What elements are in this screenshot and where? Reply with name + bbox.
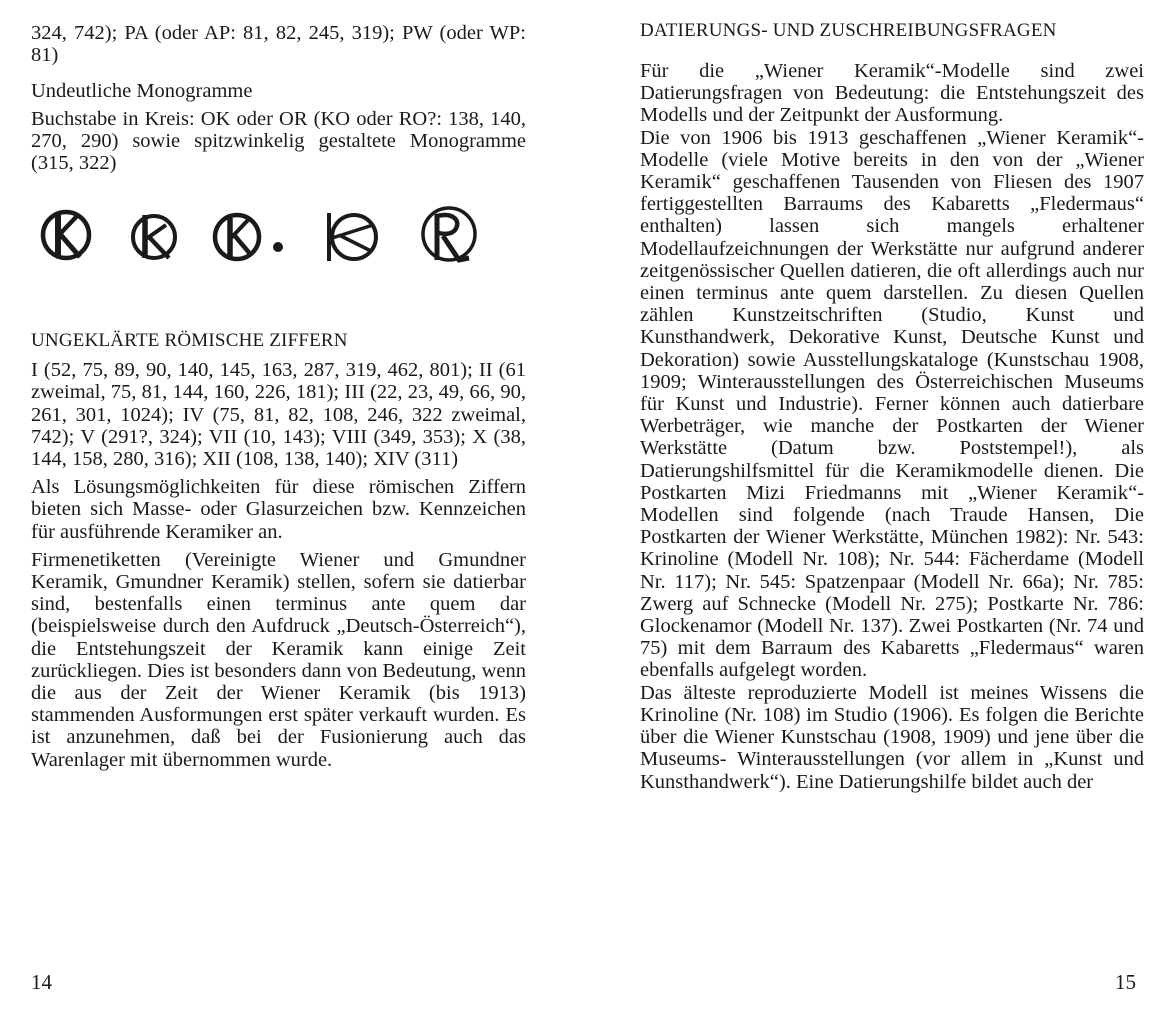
loesung-text: Als Lösungsmöglichkeiten für diese römischen Ziffern bieten sich Masse- oder Glasurzeichen bzw. Kennzeichen für ausführende Keramiker an. (31, 476, 526, 543)
left-text-column (31, 22, 526, 771)
page-number-right: 15 (1115, 970, 1136, 994)
roman-numerals-text: I (52, 75, 89, 90, 140, 145, 163, 287, 319, 462, 801); II (61 zweimal, 75, 81, 144, 160, 226, 181); III (22, 23, 49, 66, 90, 261, 301, 1024); IV (75, 81, 82, 108, 246, 322 zweimal, 742); V (291?, 324); VII (10, 143); VIII (349, 353); X (38, 144, 158, 280, 316); XII (108, 138, 140); XIV (311) (31, 359, 526, 471)
buchstabe-text: Buchstabe in Kreis: OK oder OR (KO oder RO?: 138, 140, 270, 290) sowie spitzwinkelig gestaltete Monogramme (315, 322) (31, 107, 526, 175)
paragraph-2: Die von 1906 bis 1913 geschaffenen „Wiener Keramik“-Modelle (viele Motive bereits in den von der „Wiener Keramik“ geschaffenen Tausenden von Fliesen des 1907 fertiggestellten Barraums des Kabaretts „Fledermaus“ enthalten) lassen sich mangels erhaltener Modellaufzeichnungen der Werkstätte nur aufgrund anderer zeitgenössischer Quellen datieren, die oft allerdings auch nur einen terminus ante quem darstellen. Zu diesen Quellen zählen Kunstzeitschriften (Studio, Kunst und Kunsthandwerk, Dekorative Kunst, Deutsche Kunst und Dekoration) sowie Ausstellungskataloge (Kunstschau 1908, 1909; Winterausstellungen des Österreichischen Museums für Kunst und Industrie). Ferner können auch datierbare Werbeträger, wie manche der Postkarten der Wiener Werkstätte (Datum bzw. Poststempel!), als Datierungshilfsmittel für die Keramikmodelle dienen. Die Postkarten Mizi Friedmanns mit „Wiener Keramik“-Modellen sind folgende (nach Traude Hansen, Die Postkarten der Wiener Werkstätte, München 1982): Nr. 543: Krinoline (Modell Nr. 108); Nr. 544: Fächerdame (Modell Nr. 117); Nr. 545: Spatzenpaar (Modell Nr. 66a); Nr. 785: Zwerg auf Schnecke (Modell Nr. 275); Postkarte Nr. 786: Glockenamor (Modell Nr. 137). Zwei Postkarten (Nr. 74 und 75) mit dem Barraum des Kabaretts „Fledermaus“ waren ebenfalls aufgelegt worden. (640, 126, 1144, 682)
paragraph-3: Das älteste reproduzierte Modell ist meines Wissens die Krinoline (Nr. 108) im Studio (1906). Es folgen die Berichte über die Wiener Kunstschau (1908, 1909) und jene über die Museums- Winterausstellungen (vor allem in „Kunst und Kunsthandwerk“). Eine Datierungshilfe bildet auch der (640, 681, 1144, 793)
right-page (582, 0, 1163, 1013)
page-number-left: 14 (31, 970, 52, 994)
undeutliche-heading: Undeutliche Monogramme (31, 80, 253, 103)
continuation-text: 324, 742); PA (oder AP: 81, 82, 245, 319); PW (oder WP: 81) (31, 22, 526, 67)
page-title: DATIERUNGS- UND ZUSCHREIBUNGSFRAGEN (640, 20, 1057, 41)
monogram-ok-circle-2 (121, 201, 187, 271)
paragraph-1: Für die „Wiener Keramik“-Modelle sind zwei Datierungsfragen von Bedeutung: die Entstehungszeit des Modells und der Zeitpunkt der Ausformung. (640, 60, 1144, 127)
monogram-ok-circle (33, 201, 103, 271)
monogram-row (33, 196, 526, 276)
section-heading-roman: UNGEKLÄRTE RÖMISCHE ZIFFERN (31, 330, 348, 352)
monogram-ok-dot (205, 201, 297, 271)
firmen-text: Firmenetiketten (Vereinigte Wiener und Gmundner Keramik, Gmundner Keramik) stellen, sofern sie datierbar sind, bestenfalls einen terminus ante quem dar (beispielsweise durch den Aufdruck „Deutsch-Österreich“), die Entstehungszeit der Keramik kann einige Zeit zurückliegen. Dies ist besonders dann von Bedeutung, wenn die aus der Zeit der Wiener Keramik (bis 1913) stammenden Ausformungen erst später verkauft wurden. Es ist anzunehmen, daß bei der Fusionierung auch das Warenlager mit übernommen wurde. (31, 548, 526, 771)
right-text-column (640, 20, 1144, 793)
monogram-or-circle (411, 198, 489, 274)
monogram-b-circle (315, 201, 393, 271)
left-page (0, 0, 560, 1013)
